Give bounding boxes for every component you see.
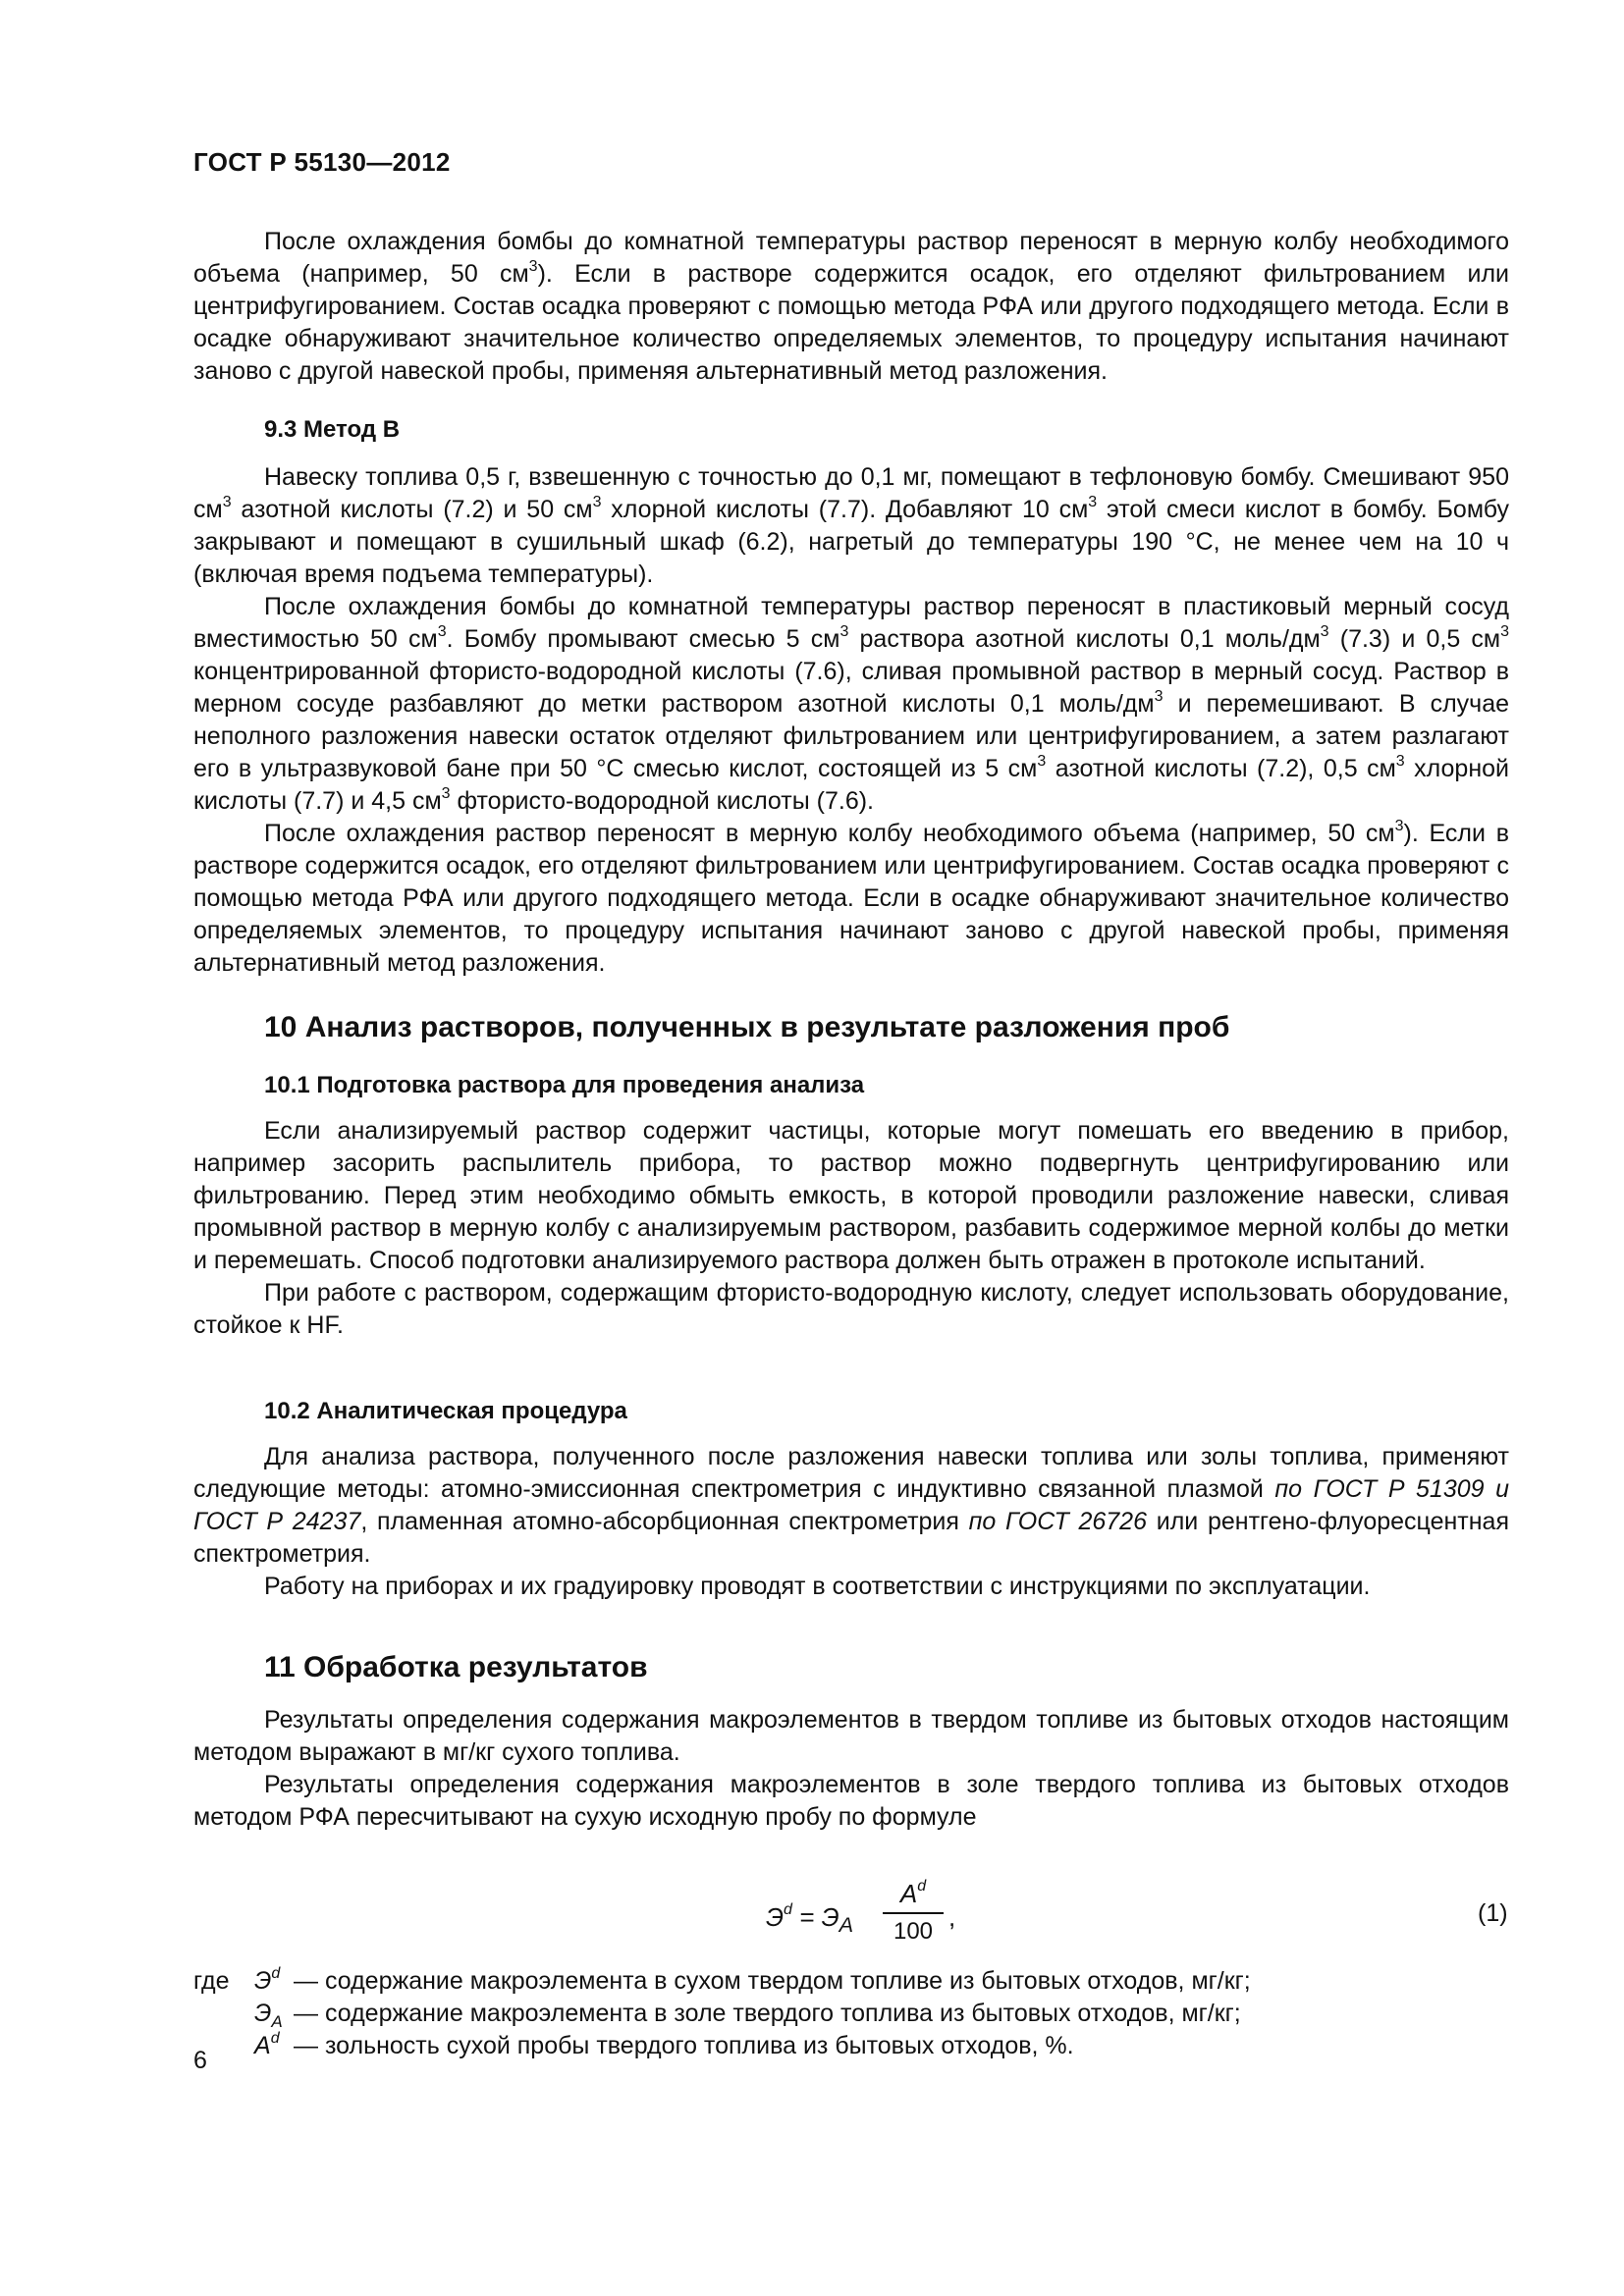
- formula-comma: ,: [948, 1902, 956, 1932]
- document-header: ГОСТ Р 55130—2012: [193, 147, 451, 177]
- paragraph: Навеску топлива 0,5 г, взвешенную с точностью до 0,1 мг, помещают в тефлоновую бомбу. Смешивают 950 $см^3$ азотной кислоты (7.2) и 50 $см^3$ хлорной кислоты (7.7). Добавляют 10 $см^3$ этой смеси кислот в бомбу. Бомбу закрывают и помещают в сушильный шкаф (6.2), нагретый до температуры 190 °С, не менее чем на 10 ч (включая время подъема температуры).: [193, 463, 1509, 588]
- paragraph: После охлаждения раствор переносят в мерную колбу необходимого объема (например, 50 $см^3$). Если в растворе содержится осадок, его отделяют фильтрованием или центрифугированием. Состав осадка проверяют с помощью метода РФА или другого подходящего метода. Если в осадке обнаруживают значительное количество определяемых элементов, то процедуру испытания начинают заново с другой навеской пробы, применяя альтернативный метод разложения.: [193, 817, 1509, 977]
- formula-denominator: 100: [893, 1918, 934, 1945]
- where-label: где: [193, 1967, 230, 1995]
- page-number: 6: [193, 2047, 207, 2074]
- paragraph: Результаты определения содержания макроэлементов в золе твердого топлива из бытовых отходов методом РФА пересчитывают на сухую исходную пробу по формуле: [193, 1771, 1509, 1831]
- legend-definition: — содержание макроэлемента в золе твердого топлива из бытовых отходов, мг/кг;: [294, 2000, 1241, 2027]
- formula-1: [766, 1877, 1021, 1965]
- paragraph-block-2: [193, 461, 1509, 980]
- heading-10: 10 Анализ растворов, полученных в результате разложения проб: [264, 1011, 1230, 1043]
- paragraph-block-3: [193, 1115, 1509, 1342]
- legend-definition: — содержание макроэлемента в сухом твердом топливе из бытовых отходов, мг/кг;: [294, 1967, 1251, 1995]
- paragraph: Если анализируемый раствор содержит частицы, которые могут помешать его введению в прибор, например засорить распылитель прибора, то раствор можно подвергнуть центрифугированию или фильтрованию. Перед этим необходимо обмыть емкость, в которой проводили разложение навески, сливая промывной раствор в мерную колбу с анализируемым раствором, разбавить содержимое мерной колбы до метки и перемешать. Способ подготовки анализируемого раствора должен быть отражен в протоколе испытаний.: [193, 1117, 1509, 1274]
- paragraph: Результаты определения содержания макроэлементов в твердом топливе из бытовых отходов настоящим методом выражают в мг/кг сухого топлива.: [193, 1706, 1509, 1766]
- formula-fraction: [879, 1877, 947, 1948]
- equation-number: (1): [1478, 1899, 1508, 1927]
- paragraph-block-5: [193, 1704, 1509, 1834]
- legend-symbol: $Э_A$: [254, 2000, 283, 2031]
- formula-numerator: $A^d$: [899, 1878, 927, 1908]
- heading-10-1: 10.1 Подготовка раствора для проведения анализа: [264, 1072, 865, 1098]
- paragraph-block-1: [193, 226, 1509, 388]
- paragraph: Работу на приборах и их градуировку проводят в соответствии с инструкциями по эксплуатации.: [264, 1573, 1371, 1600]
- heading-11: 11 Обработка результатов: [264, 1651, 648, 1683]
- legend-symbol: $A^d$: [254, 2029, 280, 2059]
- fraction-bar: [883, 1912, 944, 1914]
- paragraph-block-4: [193, 1441, 1509, 1603]
- formula-lhs: $Э^d = Э_A$: [766, 1901, 854, 1938]
- legend-symbol: $Э^d$: [254, 1964, 281, 1995]
- heading-9-3: 9.3 Метод В: [264, 416, 401, 443]
- paragraph: После охлаждения бомбы до комнатной температуры раствор переносят в мерную колбу необходимого объема (например, 50 $см^3$). Если в растворе содержится осадок, его отделяют фильтрованием или центрифугированием. Состав осадка проверяют с помощью метода РФА или другого подходящего метода. Если в осадке обнаруживают значительное количество определяемых элементов, то процедуру испытания начинают заново с другой навеской пробы, применяя альтернативный метод разложения.: [193, 228, 1509, 385]
- paragraph: Для анализа раствора, полученного после разложения навески топлива или золы топлива, применяют следующие методы: атомно-эмиссионная спектрометрия с индуктивно связанной плазмой по ГОСТ Р 51309 и ГОСТ Р 24237, пламенная атомно-абсорбционная спектрометрия по ГОСТ 26726 или рентгено-флуоресцентная спектрометрия.: [193, 1443, 1509, 1568]
- legend-definition: — зольность сухой пробы твердого топлива из бытовых отходов, %.: [294, 2032, 1074, 2059]
- paragraph: После охлаждения бомбы до комнатной температуры раствор переносят в пластиковый мерный сосуд вместимостью 50 $см^3$. Бомбу промывают смесью 5 $см^3$ раствора азотной кислоты 0,1 моль/$дм^3$ (7.3) и 0,5 $см^3$ концентрированной фтористо-водородной кислоты (7.6), сливая промывной раствор в мерный сосуд. Раствор в мерном сосуде разбавляют до метки раствором азотной кислоты 0,1 моль/$дм^3$ и перемешивают. В случае неполного разложения навески остаток отделяют фильтрованием или центрифугированием, а затем разлагают его в ультразвуковой бане при 50 °С смесью кислот, состоящей из 5 $см^3$ азотной кислоты (7.2), 0,5 $см^3$ хлорной кислоты (7.7) и 4,5 $см^3$ фтористо-водородной кислоты (7.6).: [193, 593, 1510, 815]
- heading-10-2: 10.2 Аналитическая процедура: [264, 1398, 627, 1424]
- paragraph: При работе с раствором, содержащим фтористо-водородную кислоту, следует использовать оборудование, стойкое к HF.: [193, 1279, 1509, 1339]
